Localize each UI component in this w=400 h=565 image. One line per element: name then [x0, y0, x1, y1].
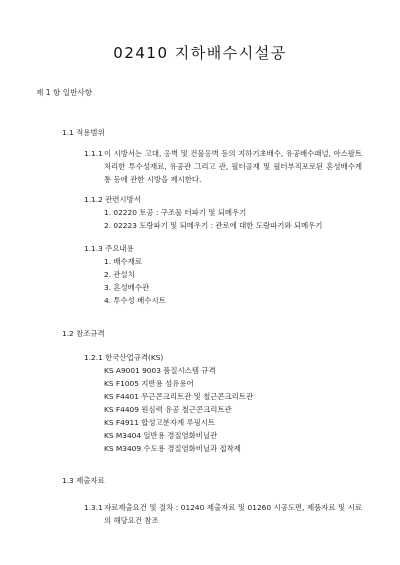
list-item: KS M3404 일반용 경질염화비닐관 — [104, 431, 218, 440]
list-item: KS A9001 9003 품질시스템 규격 — [104, 366, 216, 375]
list-item: 3. 혼성배수관 — [104, 283, 150, 292]
section-1-1-3-heading: 1.1.3 주요내용 — [84, 244, 134, 253]
list-item: KS F1005 지반용 섬유용어 — [104, 379, 194, 388]
section-1-1-1-number: 1.1.1 — [84, 149, 103, 158]
list-item: 1. 02220 토공 : 구조물 터파기 및 되메우기 — [104, 208, 247, 217]
section-1-1-heading: 1.1 적용범위 — [62, 128, 105, 137]
section-1-3-heading: 1.3 제출자료 — [62, 476, 105, 485]
section-1-3-1-number: 1.3.1 — [84, 503, 103, 512]
section-1-1-2-heading: 1.1.2 관련시방서 — [84, 195, 141, 204]
document-title: 02410 지하배수시설공 — [113, 44, 287, 62]
list-item: KS M3409 수도용 경질염화비닐과 접착제 — [104, 444, 241, 453]
section-1-3-1-text: 자료제출요건 및 절차 : 01240 제출자료 및 01260 시공도면, 제품자료 및 시료의 해당요건 참조 — [104, 503, 362, 525]
section-1-2-1-heading: 1.2.1 한국산업규격(KS) — [84, 353, 164, 362]
list-item: 2. 관설치 — [104, 270, 135, 279]
section-1-1-1-text: 이 시방서는 고대, 옹벽 및 건물옹벽 등의 지하기초배수, 유공배수패널, 아스팔트 처리한 투수성재료, 유공관 그리고 관, 필터골재 및 필터부직포로된 혼성배수계통 등에 관한 시방을 제시한다. — [104, 149, 362, 184]
chapter-heading: 제 1 항 일반사항 — [36, 88, 93, 97]
list-item: KS F4401 무근콘크리트관 및 철근콘크리트관 — [104, 392, 254, 401]
section-1-2-heading: 1.2 참조규격 — [62, 329, 105, 338]
list-item: 2. 02223 도랑파기 및 되메우기 : 관로에 대한 도랑파기와 되메우기 — [104, 221, 323, 230]
list-item: KS F4911 합성고분자계 루핑시트 — [104, 418, 216, 427]
list-item: KS F4409 원심력 유공 철근콘크리트관 — [104, 405, 232, 414]
list-item: 1. 배수재료 — [104, 257, 142, 266]
list-item: 4. 투수성 배수시트 — [104, 296, 166, 305]
